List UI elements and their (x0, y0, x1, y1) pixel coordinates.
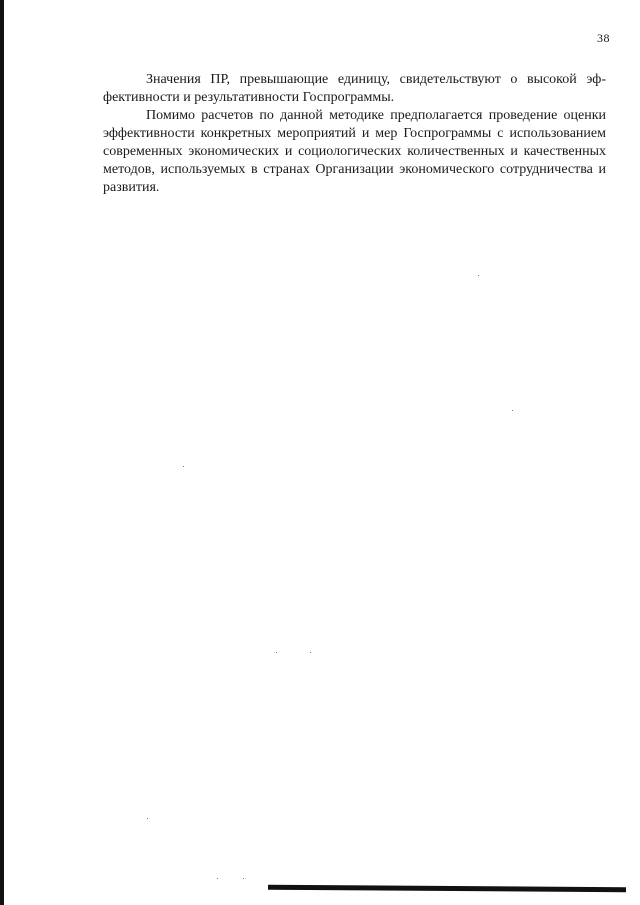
scan-bottom-border (268, 885, 626, 892)
scan-speck (183, 466, 184, 467)
scan-speck (512, 410, 513, 411)
document-body (103, 71, 606, 197)
page-number: 38 (597, 31, 610, 45)
paragraph-2: Помимо расчетов по данной методике предполагается проведение оценки эффективности конкретных мероприятий и мер Госпрограммы с использованием современных экономических и социологических количественных и качественных методов, используемых в странах Организации экономического сотрудничества и развития. (103, 108, 606, 195)
scan-speck (276, 652, 277, 653)
scan-speck (478, 275, 479, 276)
paragraph-1: Значения ПР, превышающие единицу, свидетельствуют о высокой эффективности и результативности Госпрограммы. (103, 72, 606, 105)
scan-speck (243, 878, 244, 879)
scan-speck (147, 818, 148, 819)
scan-left-border (0, 0, 4, 905)
scan-speck (217, 878, 218, 879)
scan-speck (310, 652, 311, 653)
